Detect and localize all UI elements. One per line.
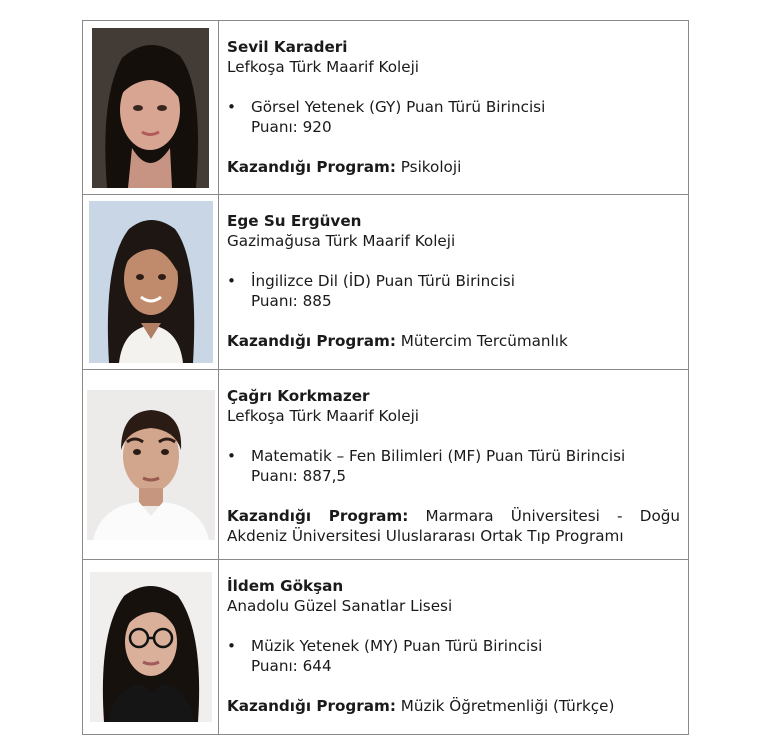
program-label: Kazandığı Program: bbox=[227, 697, 396, 715]
award-item bbox=[227, 97, 680, 137]
program-line bbox=[227, 696, 680, 716]
program-value: Mütercim Tercümanlık bbox=[400, 332, 568, 350]
award-score: Puanı: 644 bbox=[251, 657, 332, 675]
student-photo bbox=[87, 390, 215, 540]
student-photo bbox=[92, 28, 209, 188]
table-row bbox=[83, 559, 688, 734]
award-text: Müzik Yetenek (MY) Puan Türü Birincisi bbox=[251, 637, 543, 655]
student-school: Lefkoşa Türk Maarif Koleji bbox=[227, 58, 420, 76]
table-row bbox=[83, 369, 688, 559]
program-line bbox=[227, 331, 680, 351]
program-label: Kazandığı Program: bbox=[227, 507, 409, 525]
award-item bbox=[227, 271, 680, 311]
student-info bbox=[219, 195, 688, 369]
bullet-icon: • bbox=[227, 637, 236, 655]
award-score: Puanı: 885 bbox=[251, 292, 332, 310]
student-school: Lefkoşa Türk Maarif Koleji bbox=[227, 407, 420, 425]
student-photo-cell bbox=[83, 370, 219, 559]
student-photo-cell bbox=[83, 560, 219, 734]
student-photo-cell bbox=[83, 21, 219, 194]
student-photo-cell bbox=[83, 195, 219, 369]
student-info bbox=[219, 370, 688, 559]
bullet-icon: • bbox=[227, 447, 236, 465]
program-value: Marmara Üniversitesi - Doğu Akdeniz Üniversitesi Uluslararası Ortak Tıp Programı bbox=[227, 507, 680, 545]
student-name: Ege Su Ergüven bbox=[227, 212, 362, 230]
award-text: Görsel Yetenek (GY) Puan Türü Birincisi bbox=[251, 98, 546, 116]
bullet-icon: • bbox=[227, 98, 236, 116]
student-info bbox=[219, 21, 688, 194]
program-label: Kazandığı Program: bbox=[227, 158, 396, 176]
award-item bbox=[227, 636, 680, 676]
results-table bbox=[82, 20, 689, 735]
student-school: Gazimağusa Türk Maarif Koleji bbox=[227, 232, 456, 250]
student-photo bbox=[90, 572, 212, 722]
award-item bbox=[227, 446, 680, 486]
program-line bbox=[227, 506, 680, 546]
student-school: Anadolu Güzel Sanatlar Lisesi bbox=[227, 597, 453, 615]
program-line bbox=[227, 157, 680, 177]
award-text: İngilizce Dil (İD) Puan Türü Birincisi bbox=[251, 272, 515, 290]
student-name: Çağrı Korkmazer bbox=[227, 387, 370, 405]
student-info bbox=[219, 560, 688, 734]
program-label: Kazandığı Program: bbox=[227, 332, 396, 350]
award-score: Puanı: 887,5 bbox=[251, 467, 347, 485]
table-row bbox=[83, 21, 688, 194]
program-value: Müzik Öğretmenliği (Türkçe) bbox=[400, 697, 615, 715]
student-name: Sevil Karaderi bbox=[227, 38, 348, 56]
award-text: Matematik – Fen Bilimleri (MF) Puan Türü Birincisi bbox=[251, 447, 626, 465]
bullet-icon: • bbox=[227, 272, 236, 290]
award-score: Puanı: 920 bbox=[251, 118, 332, 136]
student-photo bbox=[89, 201, 213, 363]
program-value: Psikoloji bbox=[400, 158, 462, 176]
student-name: İldem Gökşan bbox=[227, 577, 344, 595]
table-row bbox=[83, 194, 688, 369]
